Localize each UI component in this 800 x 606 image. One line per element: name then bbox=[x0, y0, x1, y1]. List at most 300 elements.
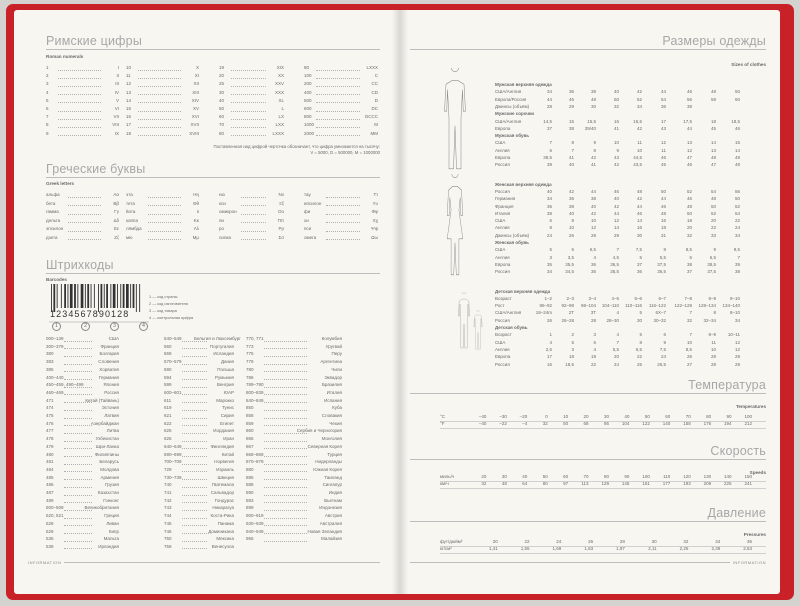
clothes-size-value: 47 bbox=[710, 162, 716, 168]
clothes-size-value: 46 bbox=[686, 89, 692, 95]
country-name: Узбекистан bbox=[95, 436, 119, 442]
temperature-value: –20 bbox=[519, 414, 528, 419]
temperature-value: 80 bbox=[706, 414, 712, 419]
country-code: 744 bbox=[164, 513, 172, 519]
clothes-size-value: 40 bbox=[613, 196, 619, 202]
greek-letter: Μμ bbox=[192, 234, 199, 240]
roman-number: 80 bbox=[219, 130, 225, 136]
clothes-size-value: 38 bbox=[546, 210, 552, 216]
temperature-rule bbox=[410, 393, 766, 394]
dot-leader bbox=[231, 119, 266, 120]
clothes-group-title: Женская верхняя одежда bbox=[495, 181, 552, 187]
clothes-size-value: 92–98 bbox=[561, 303, 574, 309]
roman-number: 18 bbox=[126, 130, 132, 136]
speed-row-rule bbox=[440, 488, 766, 489]
temperature-value: 70 bbox=[685, 414, 691, 419]
temperature-value: 104 bbox=[621, 421, 630, 427]
clothes-size-value: 3 bbox=[593, 332, 596, 338]
pressure-value: 1,41 bbox=[489, 546, 498, 552]
dot-leader bbox=[58, 94, 101, 95]
left-footer: INFORMATION bbox=[28, 560, 64, 565]
country-name: Словения bbox=[98, 359, 119, 365]
dot-leader bbox=[68, 222, 101, 223]
clothes-size-value: 9–10 bbox=[729, 295, 740, 301]
clothes-size-value: 8 bbox=[663, 247, 666, 253]
clothes-row-label: США/Англия bbox=[495, 118, 522, 124]
barcodes-subtitle: Barcodes bbox=[46, 277, 67, 282]
greek-name: кси bbox=[219, 200, 226, 206]
roman-number: 5 bbox=[46, 97, 49, 103]
clothes-size-value: 48 bbox=[710, 196, 716, 202]
country-name: Ливан bbox=[106, 520, 119, 526]
temperature-value: 86 bbox=[603, 421, 609, 427]
pressure-value: 2,11 bbox=[648, 546, 657, 552]
roman-number: 19 bbox=[219, 65, 225, 70]
country-code: 700–709 bbox=[164, 459, 182, 465]
clothes-size-value: 15 bbox=[568, 118, 574, 124]
country-name: Монголия bbox=[321, 436, 342, 442]
country-name: Чехия bbox=[329, 420, 342, 426]
clothes-size-value: 28 bbox=[590, 232, 596, 238]
clothes-size-value: 16 bbox=[636, 225, 642, 231]
roman-value: IX bbox=[114, 130, 119, 136]
clothes-size-value: 37 bbox=[636, 261, 642, 267]
country-name: Коста-Рика bbox=[210, 513, 234, 519]
country-name: Китай bbox=[221, 451, 234, 457]
country-code: 520, 521 bbox=[46, 513, 64, 519]
clothes-size-value: 8 bbox=[639, 339, 642, 345]
barcode-digits: 1234567890128 bbox=[50, 309, 130, 319]
clothes-size-value: 27 bbox=[686, 361, 692, 367]
clothes-size-value: 47 bbox=[686, 155, 692, 160]
country-name: Австрия bbox=[324, 513, 342, 519]
country-code: 383 bbox=[46, 359, 54, 365]
clothes-size-value: 22 bbox=[636, 354, 642, 360]
clothes-size-value: 8,5 bbox=[685, 346, 692, 352]
country-code: 880 bbox=[246, 466, 254, 472]
country-name: Россия bbox=[104, 389, 119, 395]
country-name: Вьетнам bbox=[324, 497, 342, 503]
country-code: 780 bbox=[246, 366, 254, 372]
barcode-marker: 1 bbox=[52, 322, 61, 331]
clothes-size-value: 28 bbox=[710, 361, 716, 367]
clothes-size-value: 6 bbox=[593, 339, 596, 345]
country-code: 489 bbox=[46, 497, 54, 503]
speed-rule bbox=[410, 459, 766, 460]
clothes-size-value: 39 bbox=[734, 261, 740, 267]
country-name: Шри-Ланка bbox=[95, 443, 119, 449]
clothes-rule bbox=[410, 49, 766, 50]
clothes-row-label: Англия bbox=[495, 147, 510, 153]
country-name: Грузия bbox=[105, 482, 119, 488]
clothes-size-value: 38 bbox=[734, 269, 740, 275]
clothes-size-value: 6 bbox=[549, 147, 552, 153]
clothes-size-value: 42 bbox=[613, 162, 619, 168]
country-code: 840–849 bbox=[246, 397, 264, 403]
clothes-size-value: 17 bbox=[660, 118, 666, 124]
clothes-size-value: 134–140 bbox=[722, 303, 740, 309]
clothes-size-value: 50 bbox=[686, 210, 692, 216]
roman-value: XI bbox=[194, 73, 199, 79]
clothes-size-value: 44,5 bbox=[633, 155, 642, 160]
country-code: 899 bbox=[246, 505, 254, 511]
temperature-value: 50 bbox=[563, 421, 569, 427]
country-name: Куба bbox=[332, 405, 342, 411]
country-name: Болгария bbox=[99, 351, 119, 357]
clothes-size-value: 54 bbox=[660, 96, 666, 102]
temperature-value: 60 bbox=[665, 414, 671, 419]
country-code: 540–549 bbox=[164, 336, 182, 341]
greek-letter: Ηη bbox=[193, 192, 199, 197]
temperature-value: –30 bbox=[499, 414, 507, 419]
dot-leader bbox=[231, 111, 266, 112]
clothes-size-value: 38 bbox=[568, 203, 574, 209]
clothes-title: Размеры одежды bbox=[662, 34, 766, 48]
clothes-size-value: 14 bbox=[710, 140, 716, 146]
clothes-size-value: 38 bbox=[568, 125, 574, 131]
roman-value: LX bbox=[278, 114, 284, 120]
clothes-row-label: Рост bbox=[495, 303, 505, 309]
clothes-size-value: 49 bbox=[734, 155, 740, 160]
greek-letter: Οο bbox=[277, 209, 284, 214]
pressure-value: 34 bbox=[715, 539, 721, 544]
clothes-size-value: 54 bbox=[710, 188, 716, 194]
clothes-row-label: США/Англия bbox=[495, 310, 522, 316]
clothes-size-value: 7 bbox=[616, 339, 619, 345]
country-name: Индия bbox=[328, 490, 342, 495]
clothes-size-value: 3 bbox=[549, 254, 552, 260]
country-name: Никарагуа bbox=[212, 505, 234, 511]
clothes-size-value: 29 bbox=[734, 361, 740, 367]
clothes-row-label: Россия bbox=[495, 361, 510, 367]
clothes-size-value: 42 bbox=[590, 210, 596, 216]
clothes-size-value: 10 bbox=[568, 225, 574, 231]
speed-value: 193 bbox=[683, 481, 691, 487]
greek-title: Греческие буквы bbox=[46, 162, 146, 176]
greek-letter: Ωω bbox=[371, 234, 378, 240]
roman-number: 13 bbox=[126, 89, 132, 95]
clothes-size-value: 4 bbox=[549, 339, 552, 345]
pressure-subtitle: Pressures bbox=[743, 532, 766, 537]
country-name: Марокко bbox=[216, 397, 234, 403]
roman-number: 6 bbox=[46, 106, 49, 111]
clothes-size-value: 44 bbox=[636, 203, 642, 209]
clothes-size-value: 6 bbox=[571, 247, 574, 253]
country-name: Сирия bbox=[220, 413, 234, 418]
speed-value: 97 bbox=[563, 481, 569, 487]
clothes-row-label: США bbox=[495, 339, 506, 345]
child-silhouette-large bbox=[456, 292, 472, 352]
pressure-value: 30 bbox=[651, 539, 657, 544]
clothes-size-value: 44 bbox=[660, 89, 666, 95]
country-code: 789–790 bbox=[246, 382, 264, 388]
dot-leader bbox=[316, 119, 360, 120]
clothes-size-value: 20 bbox=[613, 354, 619, 360]
dot-leader bbox=[326, 197, 360, 198]
country-code: 622 bbox=[164, 420, 172, 426]
dot-leader bbox=[58, 127, 101, 128]
country-code: 786 bbox=[246, 374, 254, 380]
greek-name: тау bbox=[304, 192, 311, 197]
greek-name: сигма bbox=[219, 234, 232, 240]
pressure-value: 1,97 bbox=[616, 546, 625, 552]
dot-leader bbox=[58, 86, 101, 87]
clothes-size-value: 8,5 bbox=[685, 247, 692, 253]
country-name: Португалия bbox=[209, 343, 234, 349]
country-code: 800–839 bbox=[246, 389, 264, 395]
country-code: 475 bbox=[46, 413, 54, 418]
country-code: 865 bbox=[246, 436, 254, 442]
clothes-size-value: 56 bbox=[686, 96, 692, 102]
roman-number: 30 bbox=[219, 89, 225, 95]
roman-value: XIX bbox=[276, 65, 284, 70]
country-name: Гондурас bbox=[214, 497, 234, 503]
country-code: 484 bbox=[46, 466, 54, 472]
roman-number: 25 bbox=[219, 81, 225, 87]
roman-number: 14 bbox=[126, 97, 132, 103]
clothes-size-value: 6 bbox=[689, 254, 692, 260]
clothes-row-label: Джинсы (объём) bbox=[495, 232, 530, 238]
clothes-size-value: 3–4 bbox=[588, 295, 596, 301]
footer-rule bbox=[46, 562, 380, 563]
speed-value: 70 bbox=[583, 474, 589, 479]
greek-name: альфа bbox=[46, 192, 60, 197]
dot-leader bbox=[138, 94, 181, 95]
country-name: Словакия bbox=[321, 413, 342, 418]
country-name: Китай (Тайвань) bbox=[85, 397, 119, 403]
barcode-legend-item: 1 — код страны bbox=[149, 294, 178, 299]
clothes-size-value: 104–110 bbox=[601, 303, 619, 309]
clothes-size-value: 30 bbox=[636, 317, 642, 323]
clothes-size-value: 43 bbox=[660, 125, 666, 131]
clothes-size-value: 43,5 bbox=[633, 162, 642, 168]
clothes-row-label: Россия bbox=[495, 269, 510, 275]
pressure-value: 20 bbox=[492, 539, 498, 544]
clothes-size-value: 1 bbox=[549, 332, 552, 338]
right-page bbox=[400, 10, 780, 594]
country-code: 640–649 bbox=[164, 443, 182, 449]
clothes-size-value: 22 bbox=[710, 225, 716, 231]
roman-value: XVII bbox=[190, 122, 199, 128]
roman-number: 3 bbox=[46, 81, 49, 87]
country-code: 900–919 bbox=[246, 513, 264, 519]
clothes-size-value: 58 bbox=[710, 96, 716, 102]
greek-name: омикрон bbox=[219, 209, 237, 214]
clothes-size-value: 40 bbox=[546, 188, 552, 194]
country-code: 860 bbox=[246, 428, 254, 434]
clothes-size-value: 48 bbox=[710, 155, 716, 160]
clothes-size-value: 14 bbox=[734, 147, 740, 153]
country-name: Швеция bbox=[217, 474, 234, 480]
temperature-value: –40 bbox=[478, 414, 487, 419]
clothes-size-value: 43 bbox=[613, 155, 619, 160]
speed-value: 120 bbox=[683, 474, 691, 479]
roman-value: XIV bbox=[191, 97, 199, 103]
clothes-size-value: 44 bbox=[686, 125, 692, 131]
country-name: Беларусь bbox=[99, 459, 119, 465]
clothes-size-value: 5 bbox=[639, 254, 642, 260]
clothes-size-value: 52 bbox=[734, 203, 740, 209]
dot-leader bbox=[316, 94, 360, 95]
pressure-value: 32 bbox=[683, 539, 689, 544]
speed-value: 60 bbox=[563, 474, 569, 479]
roman-number: 2 bbox=[46, 73, 49, 79]
clothes-size-value: 18,5 bbox=[565, 361, 574, 367]
greek-name: фи bbox=[304, 209, 311, 214]
country-code: 745 bbox=[164, 520, 172, 526]
country-code: 885 bbox=[246, 474, 254, 480]
clothes-size-value: 10 bbox=[590, 218, 596, 224]
clothes-size-value: 50 bbox=[660, 188, 666, 194]
country-name: Эстония bbox=[101, 405, 119, 411]
roman-subtitle: Roman numerals bbox=[46, 54, 84, 59]
temperature-value: 158 bbox=[683, 421, 691, 427]
clothes-size-value: 4 bbox=[616, 332, 619, 338]
country-code: 890 bbox=[246, 490, 254, 495]
clothes-size-value: 36 bbox=[568, 89, 574, 95]
speed-value: 64 bbox=[522, 481, 528, 487]
country-name: Латвия bbox=[104, 413, 119, 418]
country-name: Казахстан bbox=[97, 490, 119, 495]
speed-value: 113 bbox=[581, 481, 589, 487]
dot-leader bbox=[58, 135, 101, 136]
clothes-size-value: 2,5 bbox=[545, 346, 552, 352]
greek-letter: Ππ bbox=[277, 217, 284, 223]
clothes-size-value: 98–104 bbox=[580, 303, 596, 309]
country-code: 611 bbox=[164, 397, 172, 403]
clothes-size-value: 32 bbox=[613, 103, 619, 109]
clothes-size-value: 8–9 bbox=[708, 295, 716, 301]
clothes-size-value: 48 bbox=[636, 188, 642, 194]
country-code: 859 bbox=[246, 420, 254, 426]
country-name: Иран bbox=[223, 436, 234, 442]
country-name: Перу bbox=[331, 351, 342, 357]
clothes-size-value: 10 bbox=[636, 147, 642, 153]
clothes-size-value: 42 bbox=[613, 203, 619, 209]
clothes-size-value: 32–34 bbox=[703, 317, 716, 323]
roman-value: DC bbox=[371, 106, 378, 111]
clothes-size-value: 46 bbox=[660, 155, 666, 160]
clothes-size-value: 34,5 bbox=[565, 269, 574, 275]
clothes-size-value: 7,5 bbox=[635, 247, 642, 253]
clothes-size-value: 9 bbox=[713, 247, 716, 253]
roman-number: 800 bbox=[304, 114, 312, 120]
country-name: Хорватия bbox=[99, 366, 119, 372]
clothes-row-label: Россия bbox=[495, 188, 510, 194]
dot-leader bbox=[231, 94, 266, 95]
dot-leader bbox=[68, 205, 101, 206]
pressure-value: 24 bbox=[556, 539, 562, 544]
clothes-size-value: 46 bbox=[686, 162, 692, 168]
temperature-value: 176 bbox=[703, 421, 712, 427]
clothes-size-value: 44 bbox=[546, 96, 552, 102]
clothes-size-value: 46 bbox=[613, 188, 619, 194]
pressure-value: 28 bbox=[619, 539, 625, 544]
clothes-row-label: Возраст bbox=[495, 295, 512, 301]
roman-value: V bbox=[115, 97, 119, 103]
clothes-row-label: США bbox=[495, 247, 506, 253]
clothes-row-label: Англия bbox=[495, 225, 510, 231]
country-name: Гватемала bbox=[211, 482, 234, 488]
dot-leader bbox=[326, 222, 360, 223]
country-code: 619 bbox=[164, 405, 172, 411]
clothes-size-value: 35 bbox=[590, 269, 596, 275]
greek-name: ипсилон bbox=[304, 200, 322, 206]
clothes-size-value: 36 bbox=[590, 261, 596, 267]
clothes-row-label: Европа bbox=[495, 261, 511, 267]
country-code: 485 bbox=[46, 474, 54, 480]
country-code: 940–949 bbox=[246, 528, 264, 534]
country-name: Малайзия bbox=[321, 536, 342, 542]
clothes-group-title: Женская обувь bbox=[495, 240, 529, 245]
clothes-size-value: 16 bbox=[546, 361, 552, 367]
roman-number: 8 bbox=[46, 122, 49, 128]
speed-value: 90 bbox=[624, 474, 630, 479]
country-code: 740 bbox=[164, 482, 172, 488]
temperature-value: 10 bbox=[563, 414, 569, 419]
clothes-size-value: 22 bbox=[734, 218, 740, 224]
clothes-size-value: 2–3 bbox=[566, 295, 574, 301]
roman-value: CC bbox=[371, 81, 378, 87]
clothes-size-value: 9 bbox=[616, 147, 619, 153]
country-code: 621 bbox=[164, 413, 172, 418]
clothes-size-value: 12 bbox=[734, 339, 740, 345]
country-code: 481 bbox=[46, 459, 54, 465]
clothes-size-value: 18 bbox=[660, 225, 666, 231]
temperature-value: 40 bbox=[624, 414, 630, 419]
country-code: 000–139 bbox=[46, 336, 64, 341]
clothes-row-label: Германия bbox=[495, 196, 516, 202]
greek-letter: Ψψ bbox=[371, 226, 378, 231]
country-name: Мексика bbox=[216, 536, 234, 542]
clothes-size-value: 6 bbox=[549, 218, 552, 224]
country-name: Уругвай bbox=[325, 343, 342, 349]
speed-value: 177 bbox=[662, 481, 671, 487]
clothes-size-value: 36,5 bbox=[657, 269, 666, 275]
roman-value: XX bbox=[277, 73, 284, 79]
clothes-size-value: 128–134 bbox=[698, 303, 716, 309]
clothes-size-value: 40 bbox=[590, 203, 596, 209]
clothes-size-value: 29 bbox=[613, 232, 619, 238]
clothes-size-value: 8 bbox=[571, 140, 574, 146]
country-code: 594 bbox=[164, 374, 172, 380]
clothes-size-value: 10 bbox=[686, 339, 692, 345]
country-code: 599 bbox=[164, 382, 172, 388]
dot-leader bbox=[241, 205, 266, 206]
country-name: Норвегия bbox=[214, 459, 234, 465]
country-code: 528 bbox=[46, 520, 54, 526]
greek-letter: Ιι bbox=[196, 209, 199, 214]
greek-letter: Κκ bbox=[193, 217, 199, 223]
country-code: 569 bbox=[164, 351, 172, 357]
clothes-size-value: 4 bbox=[616, 310, 619, 316]
temperature-row-rule bbox=[440, 428, 766, 429]
pressure-unit: фут/дюйм² bbox=[440, 539, 463, 544]
country-code: 868–869 bbox=[246, 451, 264, 457]
dot-leader bbox=[58, 102, 101, 103]
country-code: 729 bbox=[164, 466, 172, 472]
clothes-size-value: 37,5 bbox=[707, 269, 716, 275]
country-code: 930–939 bbox=[246, 520, 264, 526]
country-name: Сальвадор bbox=[210, 490, 234, 495]
country-name: Мальта bbox=[103, 536, 119, 542]
clothes-size-value: 24 bbox=[546, 232, 552, 238]
roman-value: XXX bbox=[274, 89, 284, 95]
clothes-size-value: 3 bbox=[571, 346, 574, 352]
country-code: 474 bbox=[46, 405, 54, 411]
clothes-size-value: 7 bbox=[737, 254, 740, 260]
pressure-value: 26 bbox=[588, 539, 594, 544]
